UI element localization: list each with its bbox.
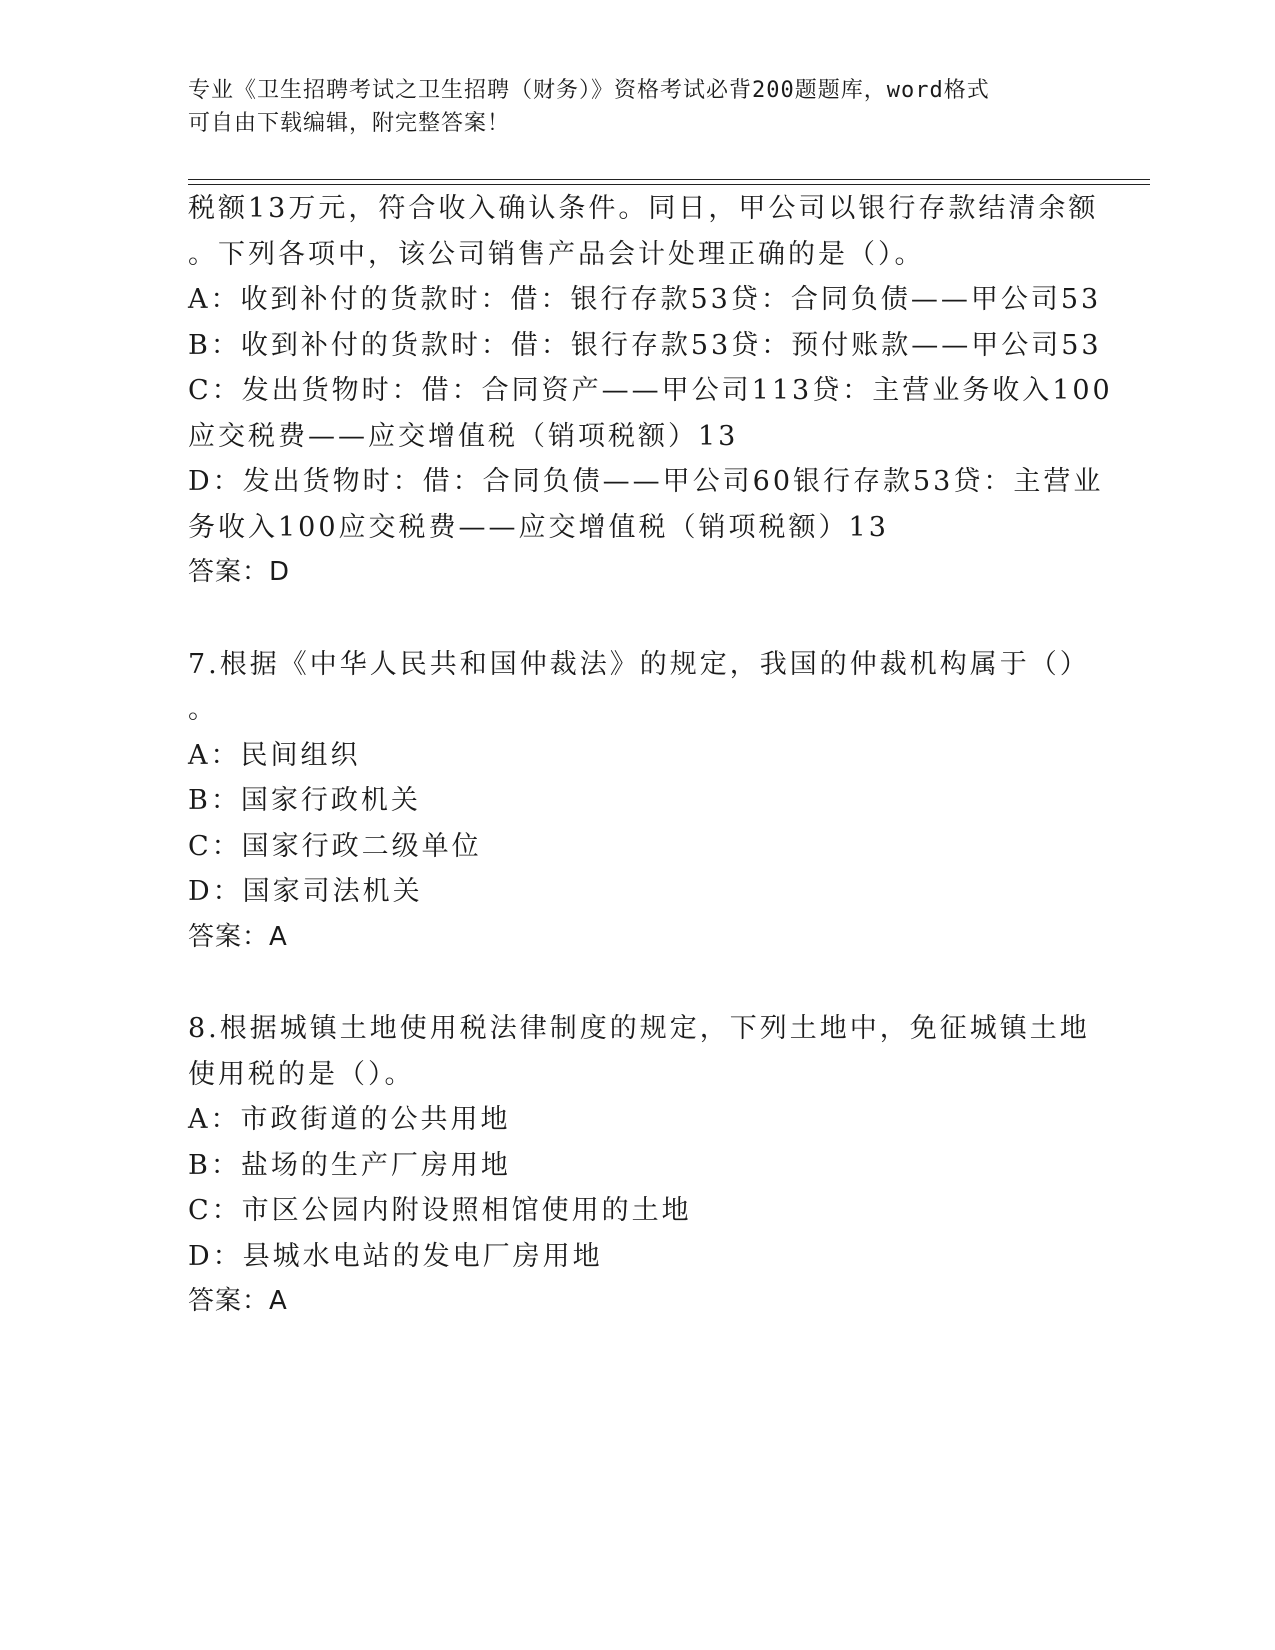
question-8-option-a: A：市政街道的公共用地 [188,1104,511,1135]
question-6-option-d-line-2: 务收入100应交税费——应交增值税（销项税额）13 [188,511,889,543]
question-8-option-c: C：市区公园内附设照相馆使用的土地 [188,1195,692,1226]
question-7-answer: 答案：A [188,921,288,952]
question-7-stem-line-1: 7.根据《中华人民共和国仲裁法》的规定，我国的仲裁机构属于（） [188,648,1090,680]
question-6-stem-line-2: 。下列各项中，该公司销售产品会计处理正确的是（）。 [188,238,925,270]
question-spacer [188,596,1088,642]
question-8-option-d: D：县城水电站的发电厂房用地 [188,1240,603,1272]
header-divider-bottom [188,184,1150,185]
header-title-line-2: 可自由下载编辑，附完整答案！ [188,111,511,136]
question-6-stem-line-1: 税额13万元，符合收入确认条件。同日，甲公司以银行存款结清余额 [188,193,1099,224]
question-content [188,186,1113,1325]
question-8-stem-line-1: 8.根据城镇土地使用税法律制度的规定，下列土地中，免征城镇土地 [188,1013,1090,1044]
question-6 [188,186,1113,596]
page-header [188,74,1088,140]
question-7-option-a: A：民间组织 [188,739,361,771]
question-6-option-b: B：收到补付的货款时：借：银行存款53贷：预付账款——甲公司53 [188,329,1102,361]
question-7-option-d: D：国家司法机关 [188,876,423,907]
question-7-option-c: C：国家行政二级单位 [188,830,482,862]
question-8 [188,1006,1088,1325]
question-6-option-c-line-2: 应交税费——应交增值税（销项税额）13 [188,420,739,452]
question-7-option-b: B：国家行政机关 [188,785,421,816]
question-6-option-c-line-1: C：发出货物时：借：合同资产——甲公司113贷：主营业务收入100 [188,375,1113,406]
question-8-answer: 答案：A [188,1286,288,1316]
question-8-option-b: B：盐场的生产厂房用地 [188,1149,511,1181]
question-spacer [188,960,1088,1006]
question-6-option-a: A：收到补付的货款时：借：银行存款53贷：合同负债——甲公司53 [188,284,1102,315]
question-7-stem-line-2: 。 [188,694,218,725]
header-divider-top [188,179,1150,180]
question-8-stem-line-2: 使用税的是（）。 [188,1058,415,1090]
header-title-line-1: 专业《卫生招聘考试之卫生招聘（财务）》资格考试必背200题题库，word格式 [188,78,990,103]
question-6-option-d-line-1: D：发出货物时：借：合同负债——甲公司60银行存款53贷：主营业 [188,466,1104,497]
question-7 [188,642,1088,961]
question-6-answer: 答案：D [188,557,291,587]
